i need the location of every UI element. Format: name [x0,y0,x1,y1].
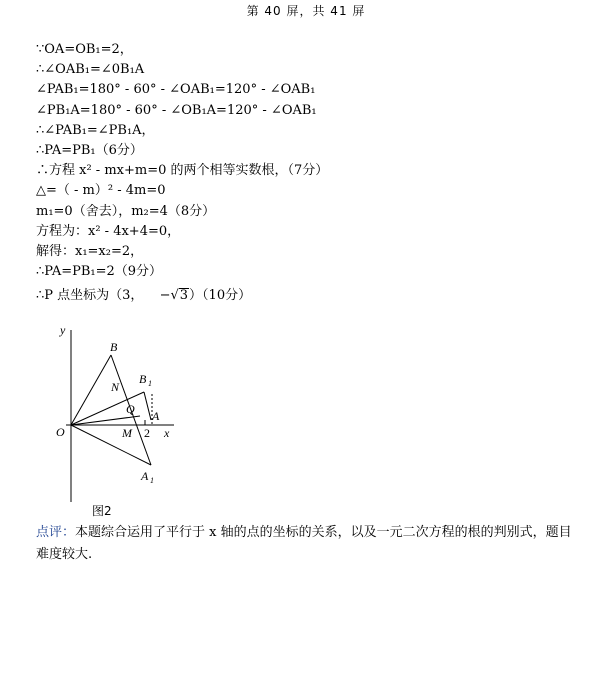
final-neg: − [159,288,171,304]
label-A: A [152,409,160,423]
solution-line-2: ∴∠OAB₁=∠0B₁A [36,62,145,78]
label-N: N [111,380,120,394]
solution-line-11: 解得：x₁=x₂=2， [36,243,144,259]
label-B: B [110,340,118,354]
sqrt-symbol: √ [170,288,179,304]
figure-svg [36,320,196,520]
figure-caption: 图2 [92,504,112,518]
label-A1-sub: 1 [150,476,154,485]
solution-line-4: ∠PB₁A=180° - 60° - ∠OB₁A=120° - ∠OAB₁ [36,102,317,118]
comment-block [36,522,576,566]
label-B1-sub: 1 [148,379,152,388]
solution-line-final [36,286,328,306]
solution-line-9: m₁=0（舍去），m₂=4（8分） [36,203,216,219]
comment-text: 本题综合运用了平行于 x 轴的点的坐标的关系，以及一元二次方程的根的判别式，题目难度较大. [36,525,572,562]
label-M: M [122,426,132,440]
page-header: 第 40 屏，共 41 屏 [246,4,366,18]
solution-line-7: ∴方程 x² - mx+m=0 的两个相等实数根，（7分） [36,163,329,179]
segment-B1A [144,392,151,420]
solution-line-3: ∠PAB₁=180° - 60° - ∠OAB₁=120° - ∠OAB₁ [36,82,316,98]
sqrt-radicand: 3 [179,288,189,304]
label-A1: A [141,469,149,483]
segment-OB [71,355,111,425]
label-B1: B [139,372,147,386]
geometry-figure [36,320,196,520]
label-y: y [60,323,66,337]
comment-label: 点评： [36,525,76,540]
solution-line-5: ∴∠PAB₁=∠PB₁A， [36,122,155,138]
solution-line-8: △=（ - m）² - 4m=0 [36,183,166,199]
solution-line-12: ∴PA=PB₁=2（9分） [36,264,163,280]
final-suffix: ）（10分） [189,288,252,304]
final-prefix: ∴P 点坐标为（3， [36,288,144,304]
solution-lines [36,40,328,306]
solution-line-1: ∵OA=OB₁=2， [36,42,133,57]
label-Q: Q [126,402,135,416]
label-2: 2 [144,426,150,440]
solution-line-6: ∴PA=PB₁（6分） [36,142,143,158]
label-O: O [56,425,65,439]
label-x: x [164,426,170,440]
solution-line-10: 方程为：x² - 4x+4=0， [36,223,181,239]
